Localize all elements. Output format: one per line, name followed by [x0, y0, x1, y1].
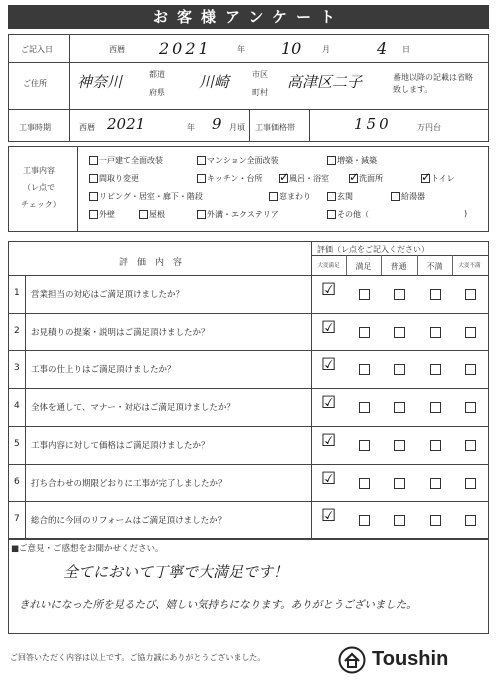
period-year-unit: 年 — [187, 123, 195, 132]
work-option-label: マンション全面改装 — [207, 156, 279, 165]
work-option-label: 洗面所 — [359, 174, 383, 183]
rating-checkbox[interactable] — [359, 289, 370, 300]
checkbox[interactable] — [421, 170, 432, 184]
comments-box — [8, 538, 489, 634]
checkbox[interactable] — [391, 192, 400, 201]
work-option-label: 玄関 — [337, 192, 353, 201]
rating-checkbox[interactable] — [394, 289, 405, 300]
rating-checkbox[interactable] — [430, 402, 441, 413]
rating-checkbox[interactable] — [394, 327, 405, 338]
comment-line-2[interactable]: きれいになった所を見るたび、嬉しい気持ちになります。ありがとうございました。 — [19, 599, 417, 611]
work-option[interactable] — [89, 191, 203, 202]
checkbox[interactable] — [89, 156, 98, 165]
comment-line-1[interactable]: 全てにおいて丁寧で大満足です！ — [63, 563, 289, 581]
work-option-label: 外壁 — [99, 210, 115, 219]
rating-checkbox[interactable] — [465, 440, 476, 451]
rating-checkbox[interactable] — [430, 440, 441, 451]
rating-checkbox[interactable] — [394, 478, 405, 489]
footer-note: ご回答いただく内容は以上です。ご協力誠にありがとうございました。 — [10, 653, 266, 662]
check-mark-icon: ✓ — [421, 170, 432, 184]
checkbox[interactable] — [269, 192, 278, 201]
question-text: 全体を通して、マナー・対応はご満足頂けましたか？ — [31, 403, 235, 414]
work-option[interactable] — [139, 209, 165, 220]
rating-checkbox[interactable] — [465, 289, 476, 300]
checkbox[interactable] — [327, 192, 336, 201]
rating-checkbox[interactable] — [465, 327, 476, 338]
rating-checked-icon[interactable]: ☑ — [321, 468, 337, 489]
work-option[interactable] — [327, 209, 369, 220]
checkbox[interactable] — [197, 210, 206, 219]
checkbox[interactable] — [327, 156, 336, 165]
rating-checkbox[interactable] — [465, 515, 476, 526]
price-unit: 万円台 — [417, 123, 441, 132]
check-mark-icon: ✓ — [349, 170, 360, 184]
house-logo-icon — [338, 646, 366, 674]
rating-checked-icon[interactable]: ☑ — [321, 355, 337, 376]
checkbox[interactable] — [327, 210, 336, 219]
date-year[interactable]: 2021 — [159, 39, 212, 58]
checkbox[interactable] — [89, 192, 98, 201]
eval-column-header: 大変満足 — [317, 263, 340, 269]
city-unit-bottom: 町村 — [252, 88, 268, 97]
question-text: お見積りの提案・説明はご満足頂けましたか？ — [31, 327, 210, 338]
question-text: 総合的に今回のリフォームはご満足頂けましたか？ — [31, 516, 227, 527]
address-label: ご住所 — [23, 79, 47, 88]
work-option[interactable] — [327, 191, 353, 202]
rating-checkbox[interactable] — [359, 402, 370, 413]
date-era: 西暦 — [109, 45, 125, 54]
checkbox[interactable] — [197, 174, 206, 183]
date-year-unit: 年 — [237, 45, 245, 54]
rating-checkbox[interactable] — [430, 327, 441, 338]
work-option-label: 風呂・浴室 — [289, 174, 329, 183]
question-number: 6 — [14, 476, 20, 487]
eval-column-header: 大変不満 — [458, 263, 481, 269]
work-option[interactable] — [197, 155, 279, 166]
address-town[interactable]: 高津区二子 — [287, 73, 363, 91]
work-option[interactable] — [89, 155, 163, 166]
period-year[interactable]: 2021 — [107, 115, 146, 133]
work-option[interactable] — [89, 173, 139, 184]
work-option-label: トイレ — [431, 174, 455, 183]
rating-checkbox[interactable] — [465, 478, 476, 489]
period-month-unit: 月頃 — [229, 123, 245, 132]
rating-checked-icon[interactable]: ☑ — [321, 280, 337, 300]
period-label: 工事時期 — [19, 123, 51, 132]
other-close-paren: ) — [464, 209, 468, 218]
rating-checkbox[interactable] — [359, 478, 370, 489]
work-option-label: 増築・減築 — [337, 156, 377, 165]
rating-checked-icon[interactable]: ☑ — [321, 430, 337, 451]
rating-checkbox[interactable] — [430, 478, 441, 489]
rating-checked-icon[interactable]: ☑ — [321, 317, 337, 338]
price-label: 工事価格帯 — [255, 123, 295, 132]
work-option[interactable] — [391, 191, 425, 202]
pref-unit-bottom: 府県 — [149, 88, 165, 97]
question-number: 1 — [14, 288, 20, 298]
work-option-label: キッチン・台所 — [207, 174, 263, 183]
rating-checkbox[interactable] — [394, 440, 405, 451]
work-content-form — [8, 146, 489, 232]
address-prefecture[interactable]: 神奈川 — [77, 73, 123, 91]
date-day[interactable]: 4 — [377, 39, 388, 58]
survey-title: お客様アンケート — [8, 5, 489, 29]
question-text: 営業担当の対応はご満足頂けましたか？ — [31, 290, 185, 300]
check-mark-icon: ✓ — [279, 170, 290, 184]
toushin-logo — [338, 646, 488, 674]
rating-checkbox[interactable] — [394, 515, 405, 526]
work-option-label: その他（ — [337, 210, 369, 219]
rating-checkbox[interactable] — [359, 440, 370, 451]
checkbox[interactable] — [197, 156, 206, 165]
eval-column-header: 満足 — [355, 262, 372, 271]
question-text: 工事の仕上りはご満足頂けましたか？ — [31, 365, 176, 376]
checkbox[interactable] — [279, 170, 290, 184]
work-option[interactable] — [197, 173, 262, 184]
work-option-label: 外溝・エクステリア — [207, 210, 279, 219]
comments-label: ■ご意見・ご感想をお聞かせください。 — [11, 544, 164, 554]
period-month[interactable]: 9 — [212, 115, 222, 133]
question-text: 打ち合わせの期限どおりに工事が完了しましたか？ — [31, 478, 227, 489]
rating-checkbox[interactable] — [465, 402, 476, 413]
work-option[interactable] — [421, 170, 455, 184]
date-label: ご記入日 — [21, 45, 53, 54]
work-option-label: 屋根 — [149, 210, 165, 219]
period-era: 西暦 — [79, 123, 95, 132]
rating-checkbox[interactable] — [394, 402, 405, 413]
eval-header-right: 評価（レ点をご記入ください） — [317, 245, 429, 254]
checkbox[interactable] — [89, 210, 98, 219]
checkbox[interactable] — [349, 170, 360, 184]
work-option-label: 窓まわり — [279, 192, 311, 201]
work-label-2: （レ点で — [23, 183, 55, 192]
date-day-unit: 日 — [402, 45, 410, 54]
work-option[interactable] — [269, 191, 311, 202]
date-month-unit: 月 — [322, 45, 330, 54]
work-option-label: 一戸建て全面改装 — [99, 156, 163, 165]
work-option-label: 給湯器 — [401, 192, 425, 201]
question-text: 工事内容に対して価格はご満足頂けましたか？ — [31, 440, 210, 451]
price-value[interactable]: 150 — [354, 115, 392, 133]
question-number: 5 — [14, 438, 20, 449]
rating-checkbox[interactable] — [359, 364, 370, 375]
address-note: 番地以降の記載は省略致します。 — [393, 73, 473, 94]
work-option[interactable] — [279, 170, 329, 184]
rating-checkbox[interactable] — [430, 289, 441, 300]
work-option-label: 間取り変更 — [99, 174, 139, 183]
header-form — [8, 34, 489, 142]
rating-checkbox[interactable] — [430, 515, 441, 526]
question-number: 7 — [14, 514, 20, 525]
work-option[interactable] — [349, 170, 383, 184]
work-option[interactable] — [197, 209, 279, 220]
question-number: 2 — [14, 325, 20, 336]
rating-checked-icon[interactable]: ☑ — [321, 506, 337, 527]
rating-checkbox[interactable] — [465, 364, 476, 375]
rating-checkbox[interactable] — [359, 515, 370, 526]
rating-checked-icon[interactable]: ☑ — [321, 393, 337, 414]
rating-checkbox[interactable] — [394, 364, 405, 375]
work-option[interactable] — [89, 209, 115, 220]
work-option[interactable] — [327, 155, 377, 166]
eval-column-header: 普通 — [390, 262, 407, 271]
question-number: 4 — [14, 401, 20, 412]
checkbox[interactable] — [89, 174, 98, 183]
evaluation-table — [8, 241, 489, 540]
eval-header-left: 評 価 内 容 — [119, 258, 183, 268]
checkbox[interactable] — [139, 210, 148, 219]
rating-checkbox[interactable] — [359, 327, 370, 338]
address-city[interactable]: 川崎 — [199, 73, 230, 91]
work-label-3: チェック） — [21, 200, 61, 209]
date-month[interactable]: 10 — [281, 39, 302, 58]
city-unit-top: 市区 — [252, 70, 268, 79]
rating-checkbox[interactable] — [430, 364, 441, 375]
work-label-1: 工事内容 — [23, 166, 55, 175]
brand-name: Toushin — [372, 648, 449, 670]
question-number: 3 — [14, 363, 20, 374]
pref-unit-top: 都道 — [149, 70, 165, 79]
work-option-label: リビング・居室・廊下・階段 — [99, 192, 203, 201]
eval-column-header: 不満 — [426, 262, 443, 271]
